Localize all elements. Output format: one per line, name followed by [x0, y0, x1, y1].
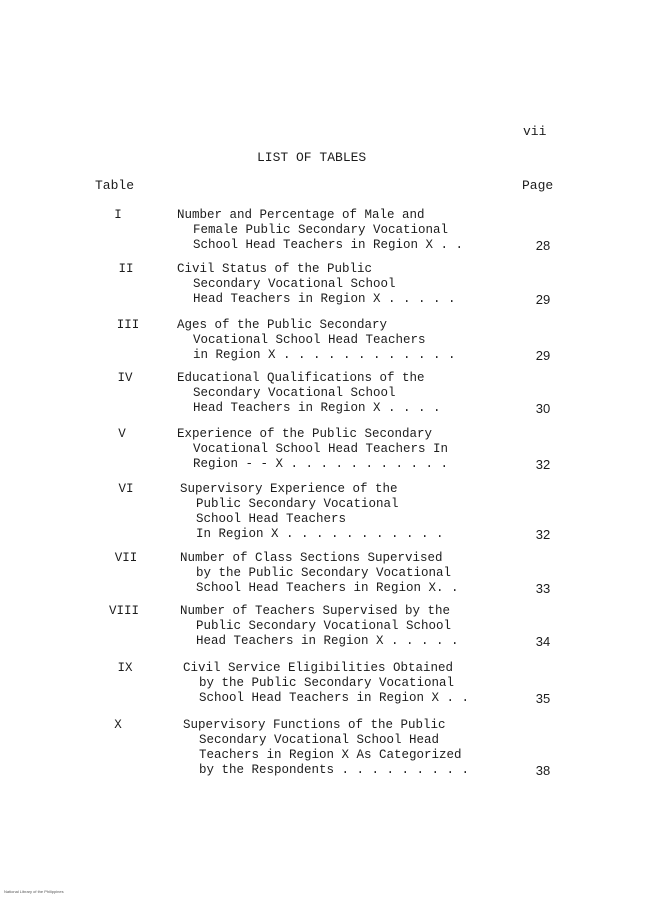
table-entry-page: 29	[535, 292, 551, 307]
table-entry-number: III	[116, 318, 140, 332]
table-entry-title-line: Civil Status of the Public	[177, 262, 373, 276]
table-entry-title-line: by the Public Secondary Vocational	[199, 676, 455, 690]
table-entry-title-line: School Head Teachers in Region X. .	[196, 581, 459, 595]
table-entry-number: VI	[118, 482, 134, 496]
table-entry-number: IX	[117, 661, 133, 675]
table-entry-title-line: Head Teachers in Region X . . . . .	[196, 634, 459, 648]
table-entry-number: I	[114, 208, 122, 222]
table-column-header: Table	[95, 178, 135, 193]
table-entry-title-line: Supervisory Functions of the Public	[183, 718, 446, 732]
table-entry-title	[183, 718, 469, 778]
table-entry-number: VII	[114, 551, 138, 565]
table-entry-page: 33	[535, 581, 551, 596]
table-entry-title-line: Secondary Vocational School	[193, 277, 396, 291]
table-entry-title-line: School Head Teachers in Region X . .	[193, 238, 464, 252]
table-entry-title-line: Number of Teachers Supervised by the	[180, 604, 451, 618]
table-entry-title-line: by the Public Secondary Vocational	[196, 566, 452, 580]
table-entry-title	[180, 604, 459, 649]
table-entry-title-line: Experience of the Public Secondary	[177, 427, 433, 441]
table-entry-title	[183, 661, 469, 706]
table-entry-number: VIII	[108, 604, 139, 618]
table-entry-page: 38	[535, 763, 551, 778]
table-entry-page: 32	[535, 457, 551, 472]
table-entry-title-line: Number and Percentage of Male and	[177, 208, 425, 222]
table-entry-page: 29	[535, 348, 551, 363]
page-number: vii	[523, 124, 547, 139]
table-entry-number: V	[118, 427, 126, 441]
table-entry-title-line: Secondary Vocational School	[193, 386, 396, 400]
table-entry-number: X	[114, 718, 122, 732]
table-entry-page: 28	[535, 238, 551, 253]
footer-text: National Library of the Philippines	[4, 889, 64, 894]
table-entry-title-line: Public Secondary Vocational	[196, 497, 399, 511]
table-entry-title	[177, 208, 463, 253]
table-entry-title-line: Head Teachers in Region X . . . .	[193, 401, 441, 415]
table-entry-number: II	[118, 262, 134, 276]
table-entry-title-line: Educational Qualifications of the	[177, 371, 425, 385]
table-entry-title-line: Secondary Vocational School Head	[199, 733, 440, 747]
table-entry-title-line: Head Teachers in Region X . . . . .	[193, 292, 456, 306]
table-entry-title-line: Vocational School Head Teachers In	[193, 442, 449, 456]
table-entry-page: 32	[535, 527, 551, 542]
table-entry-title	[180, 482, 444, 542]
table-entry-title	[180, 551, 459, 596]
table-entry-title-line: School Head Teachers	[196, 512, 347, 526]
table-entry-page: 35	[535, 691, 551, 706]
table-entry-title-line: Number of Class Sections Supervised	[180, 551, 443, 565]
table-entry-title-line: Vocational School Head Teachers	[193, 333, 426, 347]
table-entry-title-line: Supervisory Experience of the	[180, 482, 398, 496]
table-entry-title	[177, 427, 448, 472]
table-entry-number: IV	[117, 371, 133, 385]
table-entry-page: 34	[535, 634, 551, 649]
table-entry-title-line: In Region X . . . . . . . . . . .	[196, 527, 444, 541]
table-entry-title-line: School Head Teachers in Region X . .	[199, 691, 470, 705]
table-entry-title-line: Female Public Secondary Vocational	[193, 223, 449, 237]
page-title: LIST OF TABLES	[257, 150, 367, 165]
table-entry-title	[177, 371, 441, 416]
table-entry-title	[177, 262, 456, 307]
table-entry-title-line: in Region X . . . . . . . . . . . .	[193, 348, 456, 362]
table-entry-title-line: Teachers in Region X As Categorized	[199, 748, 462, 762]
page-column-header: Page	[522, 178, 554, 193]
table-entry-page: 30	[535, 401, 551, 416]
table-entry-title-line: Region - - X . . . . . . . . . . .	[193, 457, 449, 471]
table-entry-title	[177, 318, 456, 363]
table-entry-title-line: Ages of the Public Secondary	[177, 318, 388, 332]
table-entry-title-line: Civil Service Eligibilities Obtained	[183, 661, 454, 675]
table-entry-title-line: Public Secondary Vocational School	[196, 619, 452, 633]
table-entry-title-line: by the Respondents . . . . . . . . .	[199, 763, 470, 777]
